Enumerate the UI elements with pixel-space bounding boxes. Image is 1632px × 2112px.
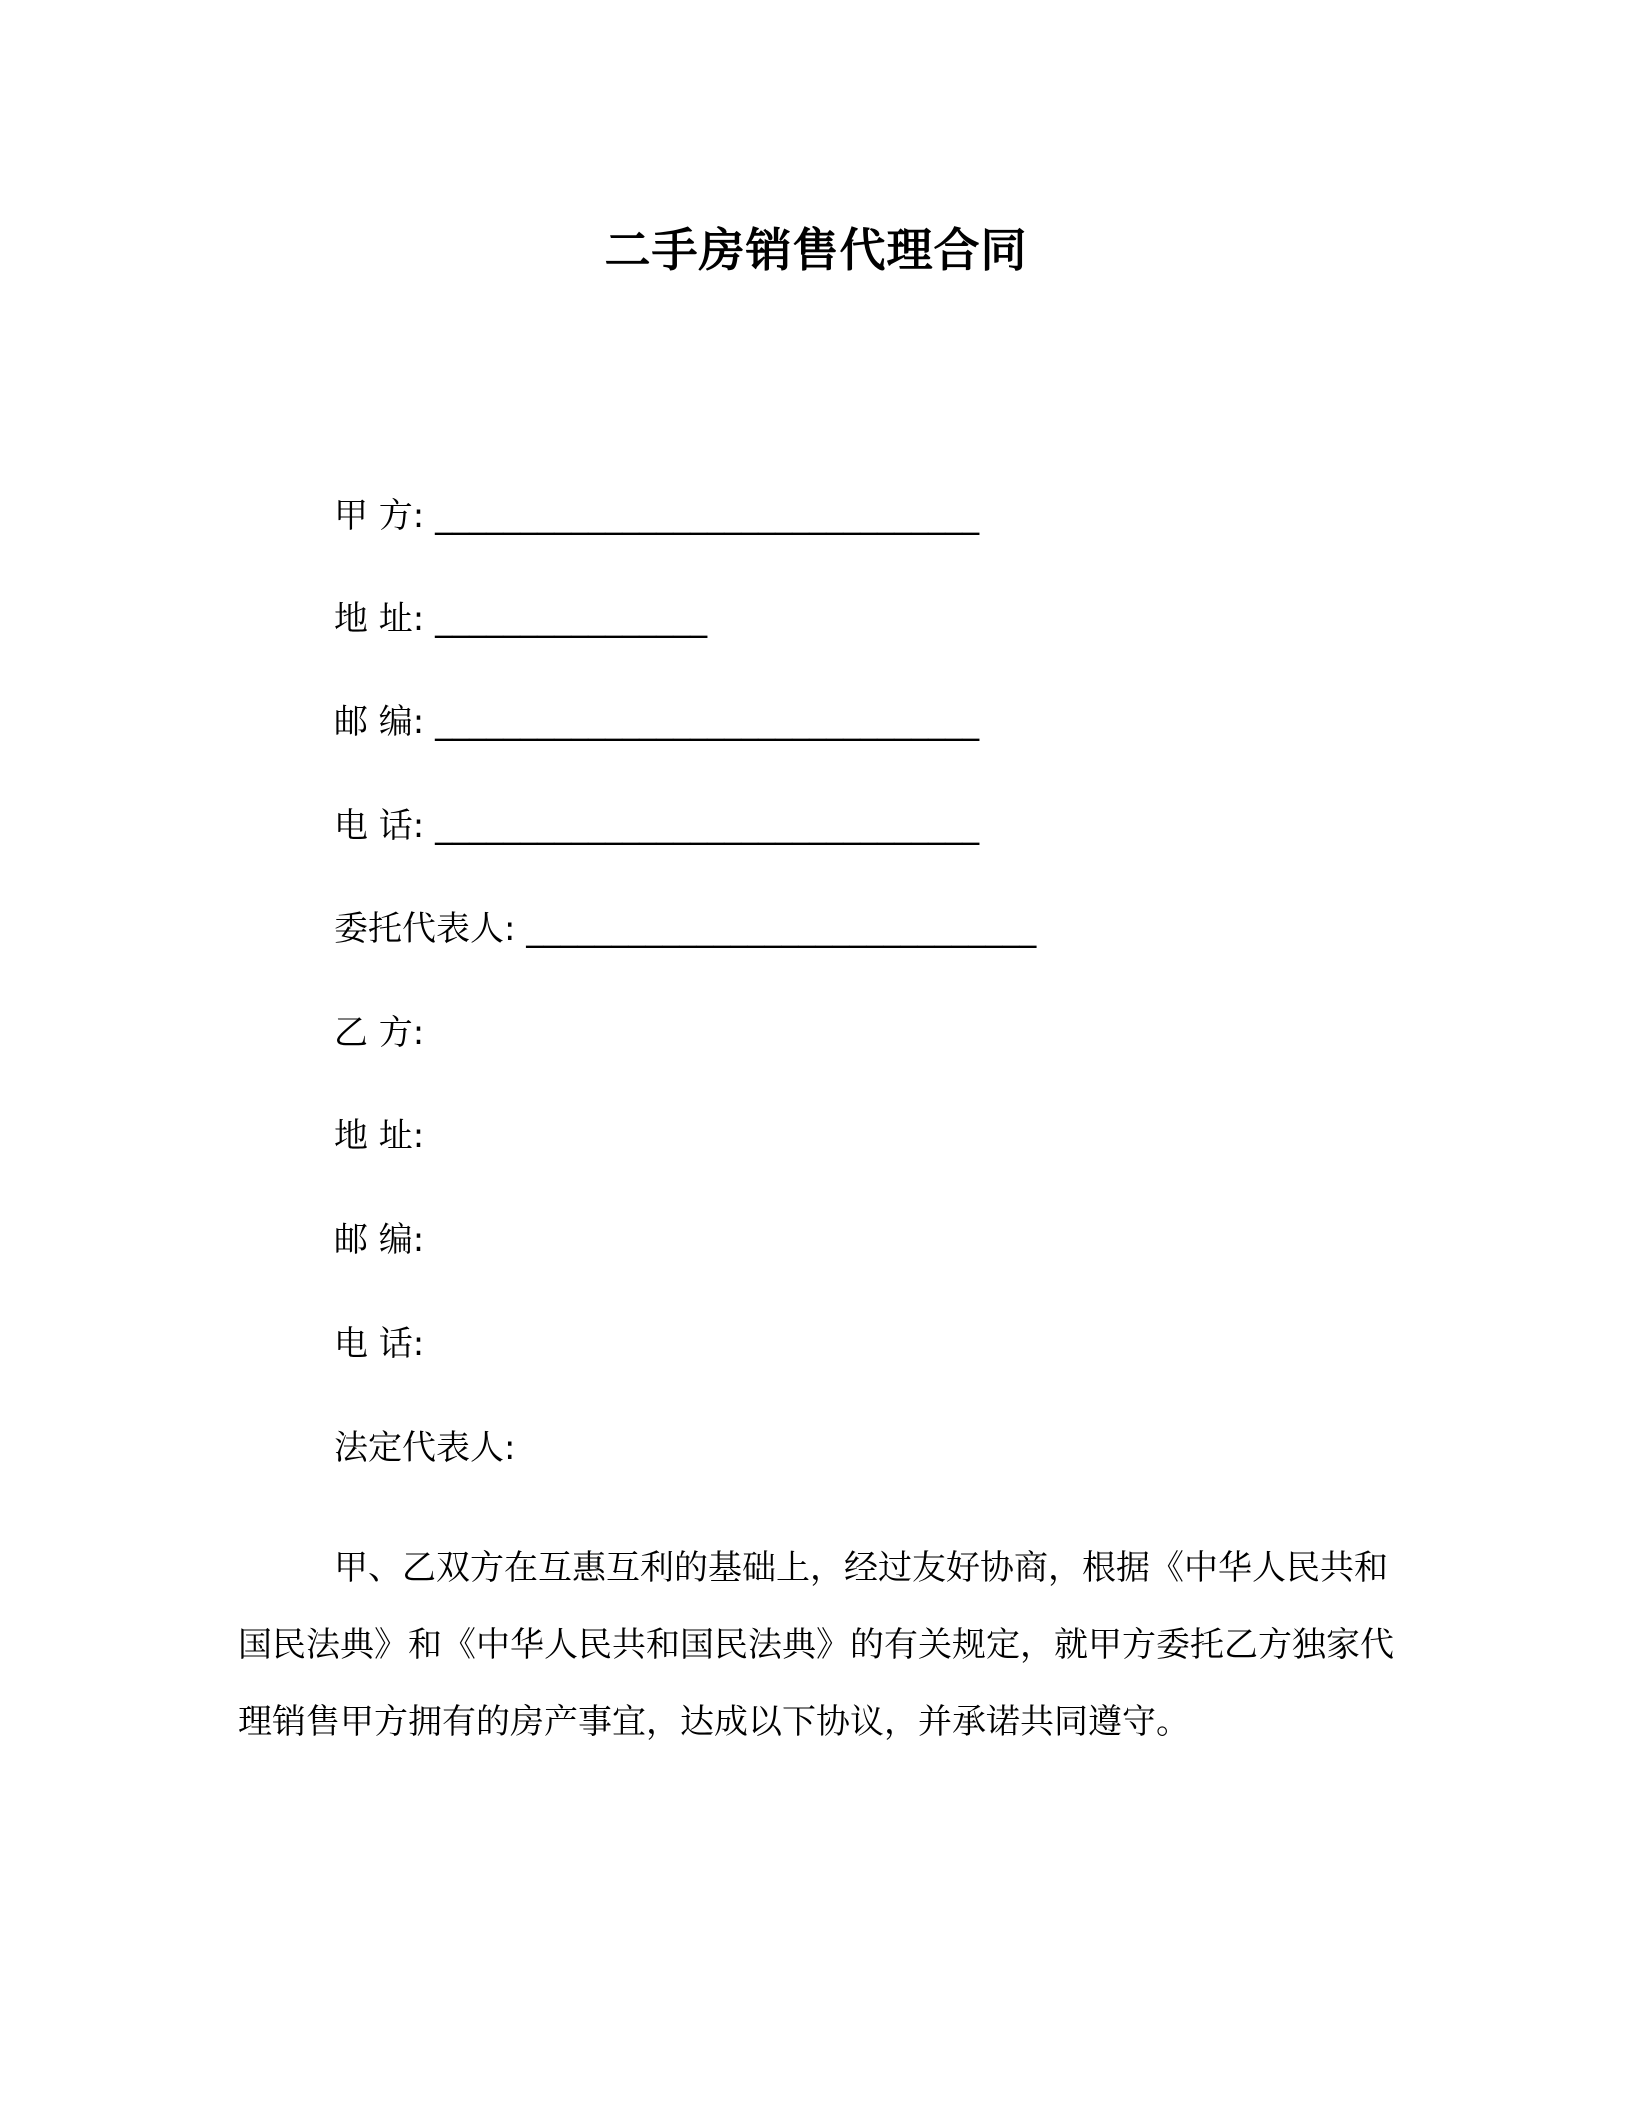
party-b-representative-line <box>334 1426 515 1470</box>
intro-paragraph: 甲、乙双方在互惠互利的基础上，经过友好协商，根据《中华人民共和国民法典》和《中华人民共和国民法典》的有关规定，就甲方委托乙方独家代理销售甲方拥有的房产事宜，达成以下协议，并承诺共同遵守。 <box>238 1548 1394 1742</box>
party-a-postcode-blank: ________________________________ <box>435 702 980 742</box>
party-b-name-line <box>334 1011 424 1055</box>
party-a-postcode-label: 邮 编: <box>334 702 425 742</box>
party-a-phone-label: 电 话: <box>334 806 425 846</box>
party-a-phone-blank: ________________________________ <box>435 806 980 846</box>
party-a-address-label: 地 址: <box>334 599 425 639</box>
party-b-phone-line <box>334 1322 424 1366</box>
party-a-address-line <box>334 597 707 641</box>
party-b-name-label: 乙 方: <box>334 1013 425 1053</box>
party-b-phone-label: 电 话: <box>334 1324 425 1364</box>
party-a-name-label: 甲 方: <box>334 496 425 536</box>
party-b-postcode-label: 邮 编: <box>334 1220 425 1260</box>
party-a-name-line <box>334 494 979 538</box>
party-a-address-blank: ________________ <box>435 599 708 639</box>
party-a-name-blank: ________________________________ <box>435 496 980 536</box>
party-a-phone-line <box>334 804 979 848</box>
party-a-postcode-line <box>334 700 979 744</box>
party-b-representative-label: 法定代表人: <box>334 1428 516 1468</box>
party-b-address-label: 地 址: <box>334 1116 425 1156</box>
party-a-representative-blank: ______________________________ <box>526 909 1037 949</box>
party-b-postcode-line <box>334 1218 424 1262</box>
party-a-representative-label: 委托代表人: <box>334 909 516 949</box>
party-a-representative-line <box>334 907 1036 951</box>
party-b-address-line <box>334 1114 424 1158</box>
document-title: 二手房销售代理合同 <box>604 223 1028 277</box>
